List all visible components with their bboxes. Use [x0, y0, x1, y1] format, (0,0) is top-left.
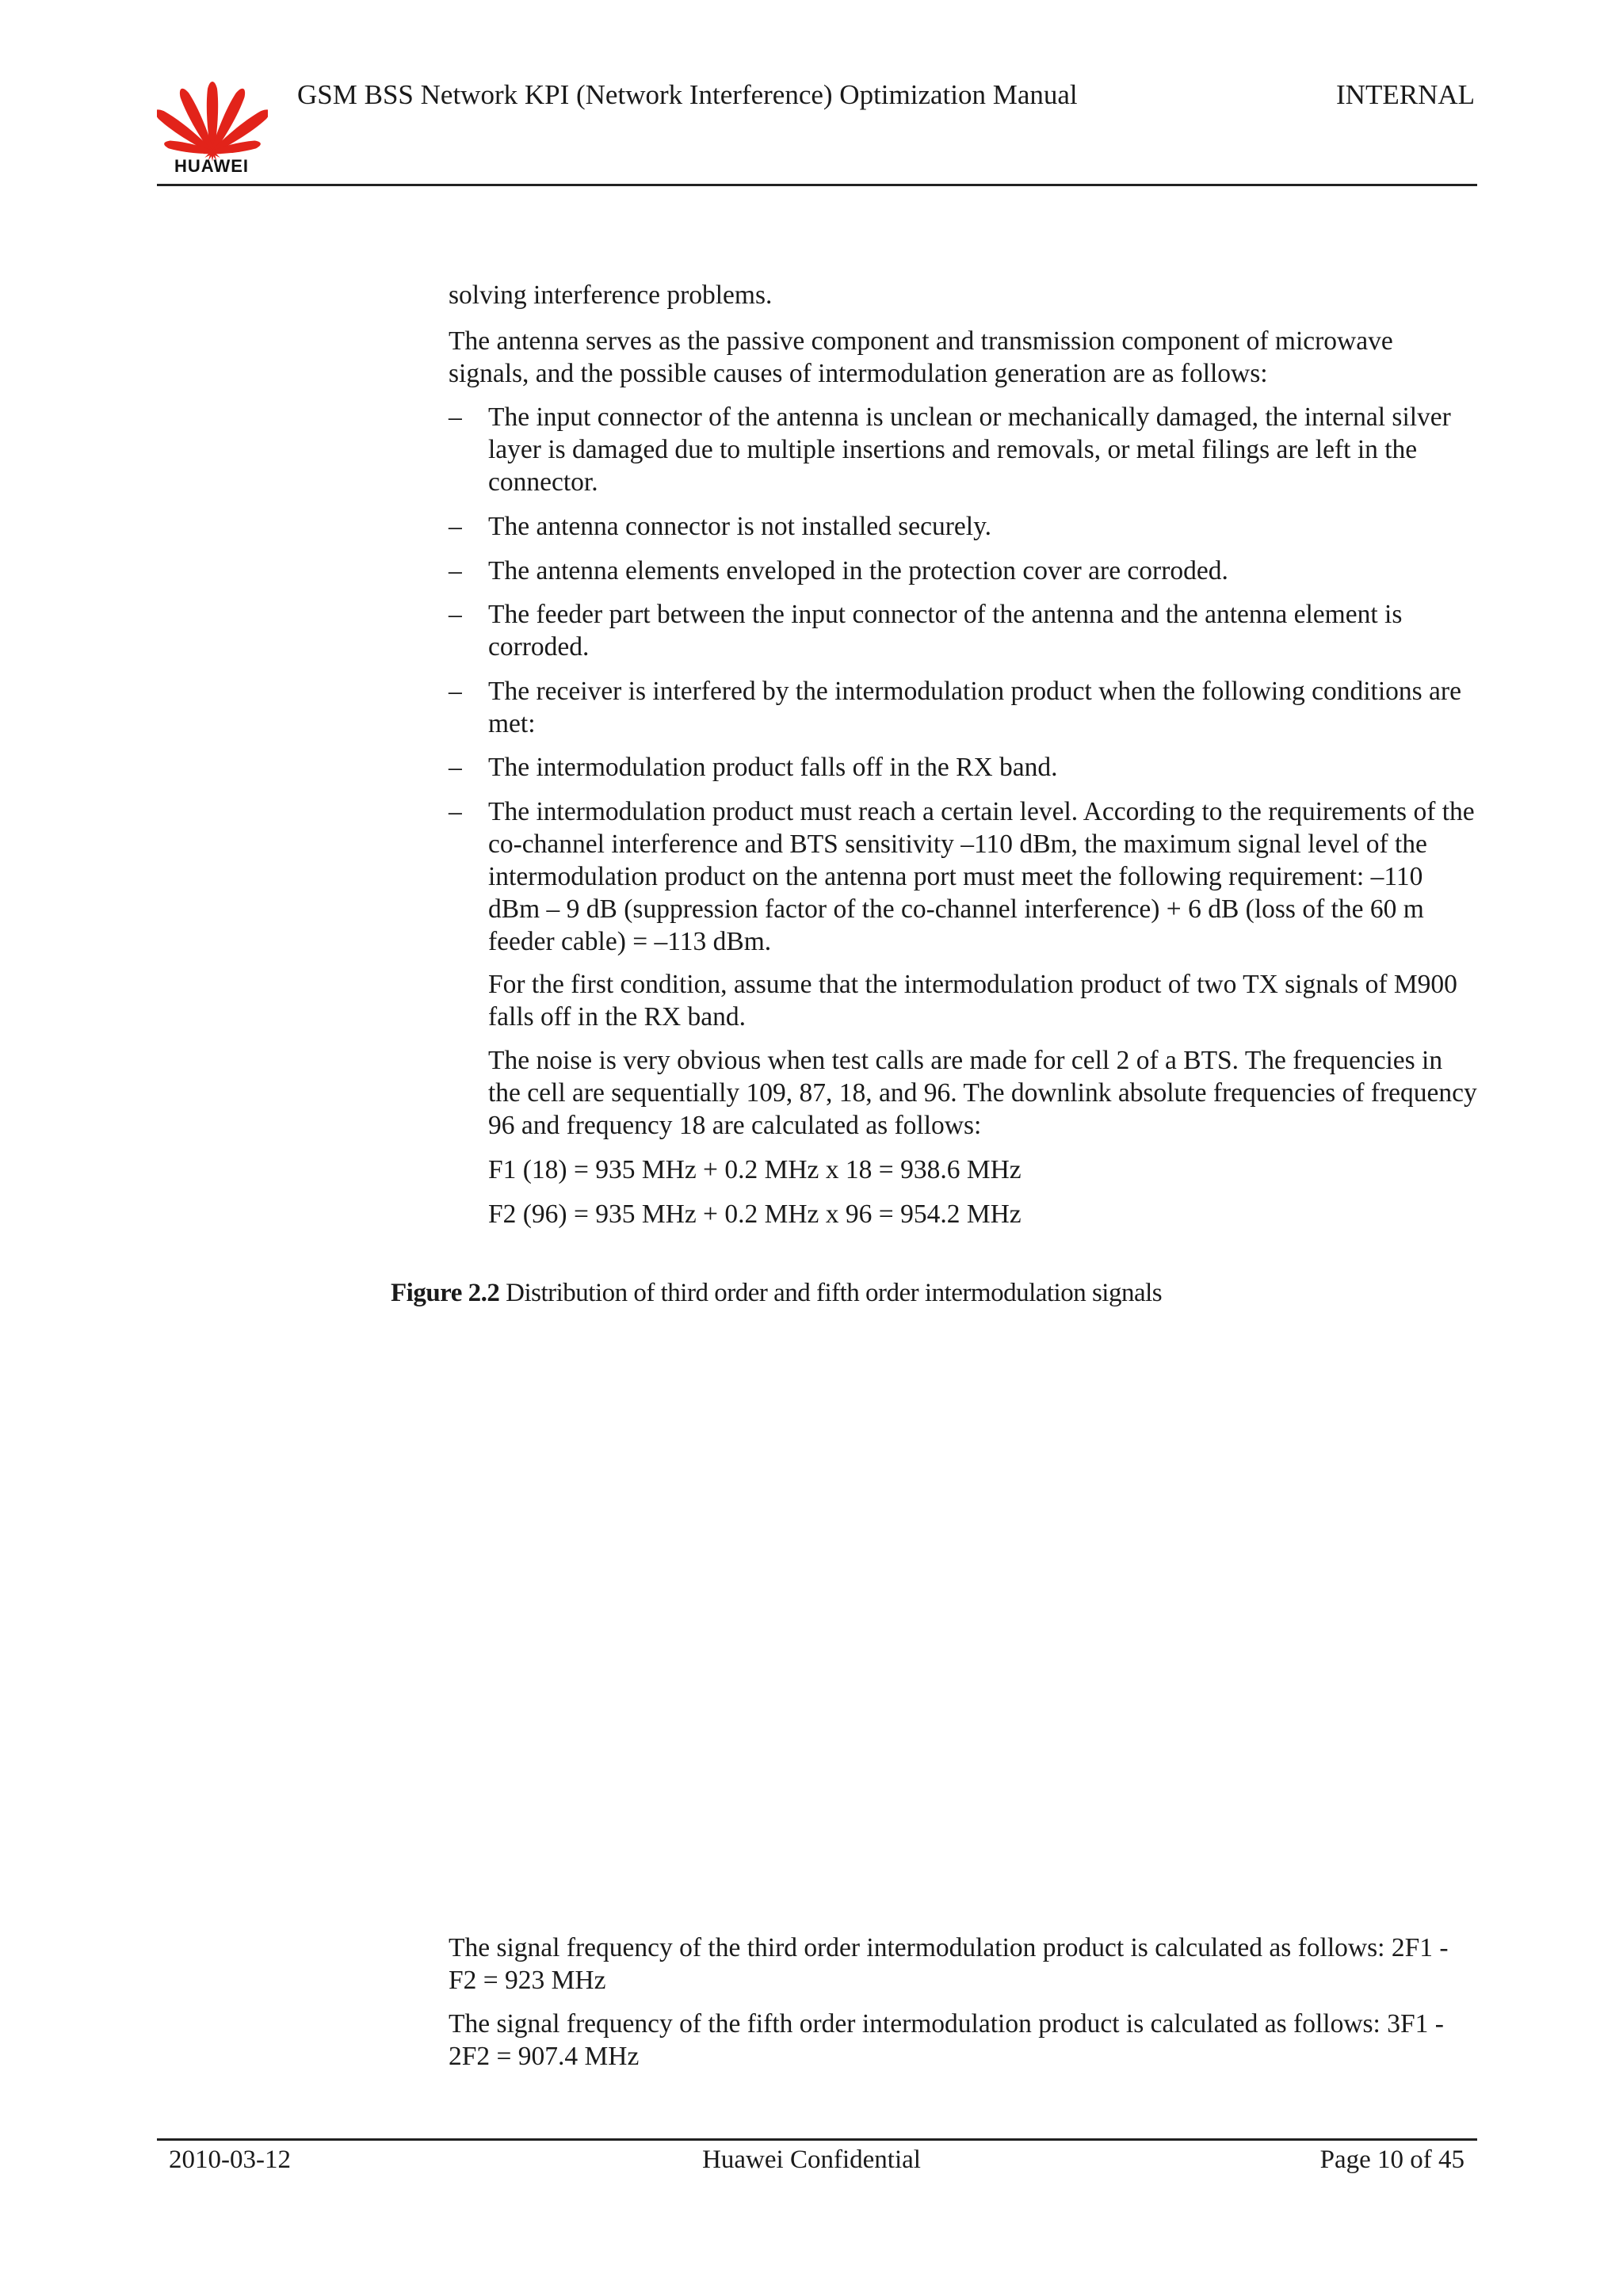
footer-confidentiality: Huawei Confidential [702, 2145, 921, 2174]
list-bullet: – [449, 512, 462, 541]
intro-fragment: solving interference problems. [449, 280, 773, 310]
footer-date: 2010-03-12 [169, 2145, 291, 2174]
list-bullet: – [449, 556, 462, 585]
list-bullet: – [449, 600, 462, 629]
indented-paragraph: The noise is very obvious when test calls are made for cell 2 of a BTS. The frequencies in the cell are sequentially 109, 87, 18, and 96. The downlink absolute frequencies of frequency 96 and frequency 18 are calculated as follows: [488, 1046, 1477, 1140]
list-bullet: – [449, 677, 462, 706]
footer-divider [157, 2138, 1477, 2141]
third-order-paragraph: The signal frequency of the third order intermodulation product is calculated as follows: 2F1 - F2 = 923 MHz [449, 1933, 1449, 1995]
list-item: The receiver is interfered by the intermodulation product when the following conditions are met: [488, 677, 1461, 738]
list-bullet: – [449, 797, 462, 826]
list-item: The antenna connector is not installed securely. [488, 512, 992, 541]
intro-paragraph: The antenna serves as the passive component and transmission component of microwave signals, and the possible causes of intermodulation generation are as follows: [449, 326, 1393, 388]
figure-label: Figure 2.2 [391, 1279, 500, 1307]
formula-f1: F1 (18) = 935 MHz + 0.2 MHz x 18 = 938.6 MHz [488, 1155, 1022, 1184]
document-title: GSM BSS Network KPI (Network Interference) Optimization Manual [297, 79, 1078, 110]
classification-label: INTERNAL [1336, 79, 1475, 110]
list-bullet: – [449, 402, 462, 432]
page-number: Page 10 of 45 [1319, 2145, 1465, 2174]
list-item: The intermodulation product must reach a certain level. According to the requirements of the co-channel interference and BTS sensitivity –110 dBm, the maximum signal level of the intermodulation product on the antenna port must meet the following requirement: –110 dBm – 9 dB (suppression factor of the co-channel interference) + 6 dB (loss of the 60 m feeder cable) = –113 dBm. [488, 797, 1475, 956]
header-divider [157, 184, 1477, 186]
figure-placeholder [391, 1323, 1477, 1909]
list-item: The antenna elements enveloped in the protection cover are corroded. [488, 556, 1228, 585]
logo-wordmark: HUAWEI [174, 156, 249, 176]
fifth-order-paragraph: The signal frequency of the fifth order intermodulation product is calculated as follows: 3F1 - 2F2 = 907.4 MHz [449, 2009, 1444, 2071]
list-bullet: – [449, 753, 462, 782]
list-item: The input connector of the antenna is unclean or mechanically damaged, the internal silver layer is damaged due to multiple insertions and removals, or metal filings are left in the connector. [488, 402, 1451, 497]
figure-caption [391, 1279, 1162, 1308]
figure-caption-text: Distribution of third order and fifth order intermodulation signals [506, 1279, 1163, 1307]
list-item: The feeder part between the input connector of the antenna and the antenna element is corroded. [488, 600, 1403, 662]
indented-paragraph: For the first condition, assume that the intermodulation product of two TX signals of M900 falls off in the RX band. [488, 970, 1457, 1032]
formula-f2: F2 (96) = 935 MHz + 0.2 MHz x 96 = 954.2 MHz [488, 1199, 1022, 1229]
list-item: The intermodulation product falls off in the RX band. [488, 753, 1058, 782]
